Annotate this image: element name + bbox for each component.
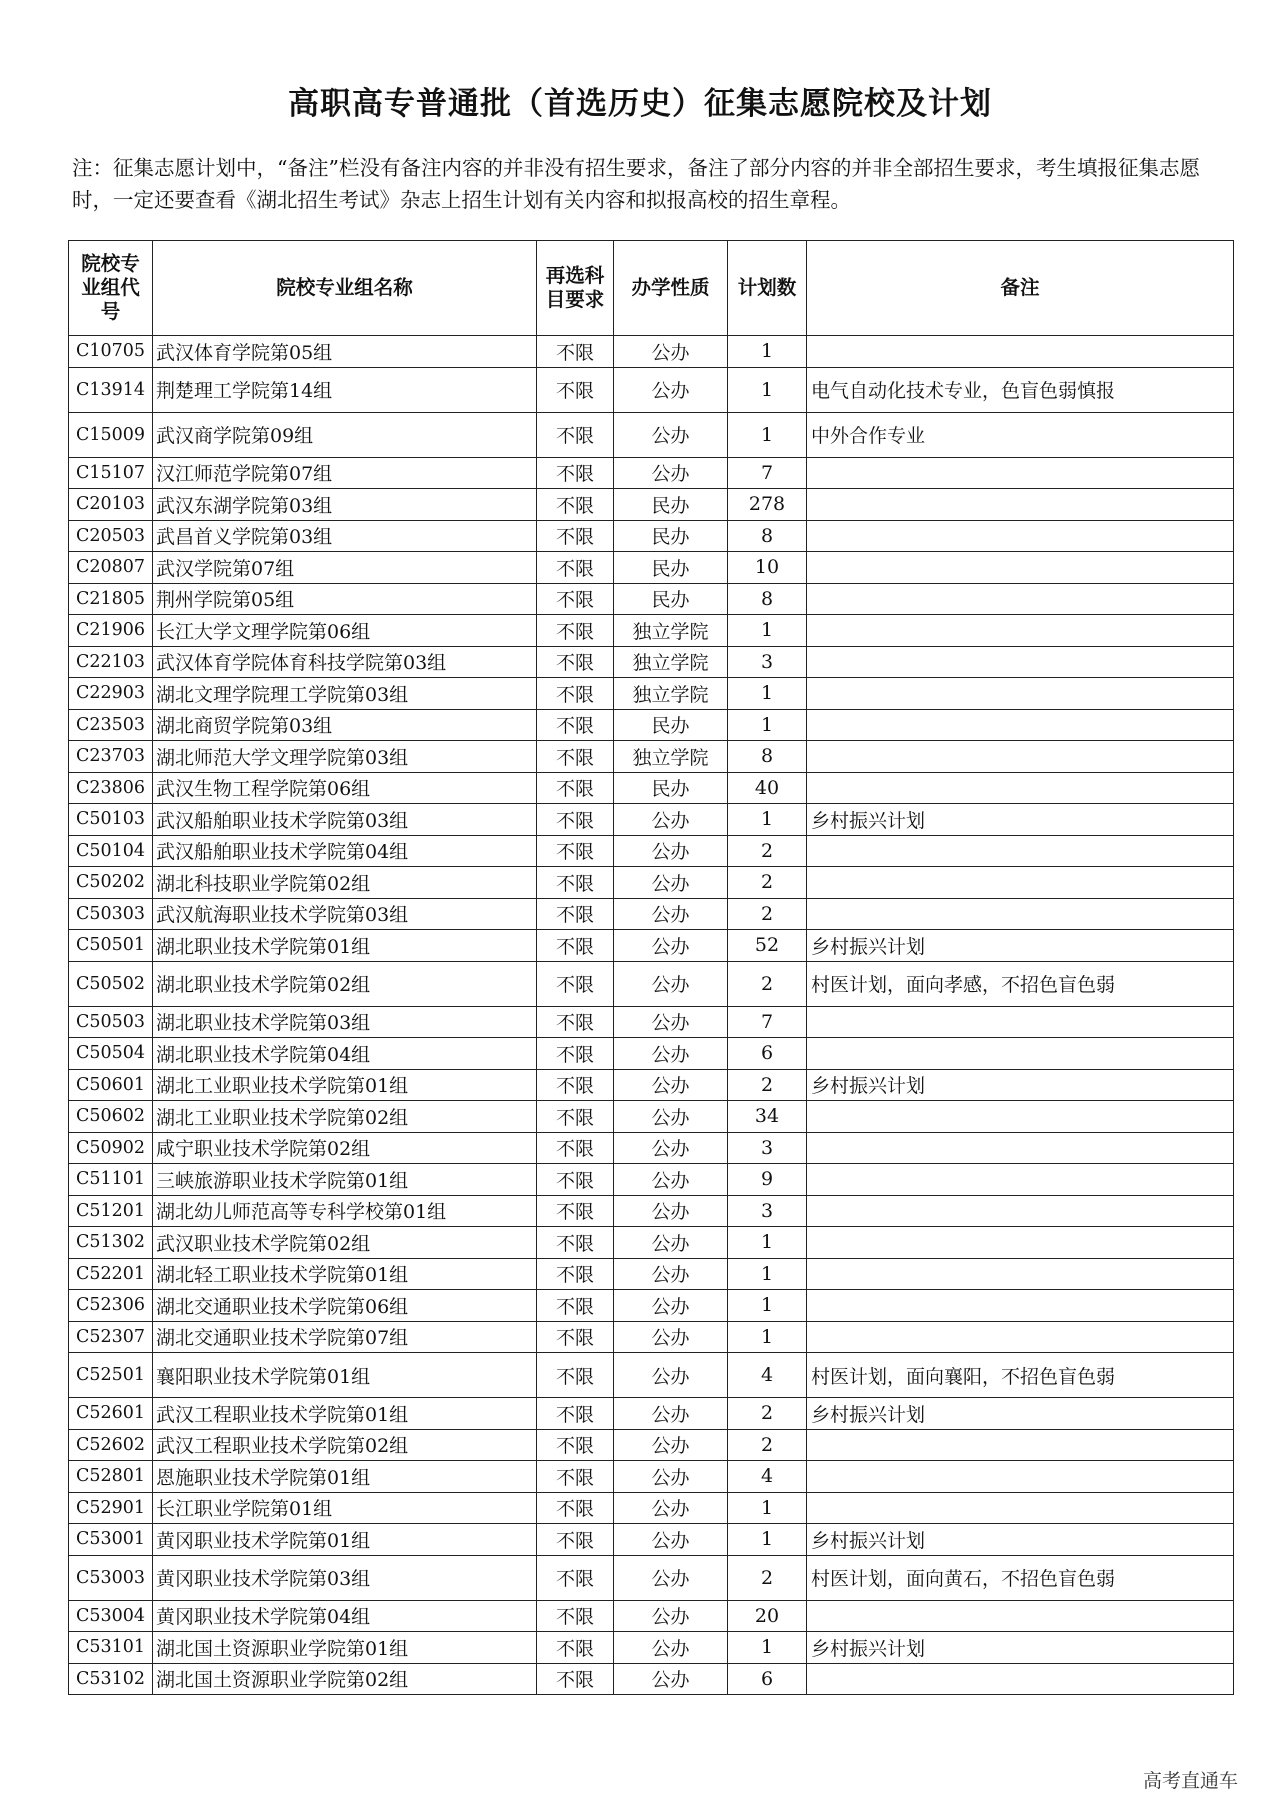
cell-subject-requirement: 不限 xyxy=(537,1164,614,1196)
table-row xyxy=(69,804,1234,836)
cell-remarks xyxy=(807,1663,1234,1695)
cell-remarks xyxy=(807,1600,1234,1632)
cell-plan-count: 3 xyxy=(728,1132,807,1164)
cell-remarks: 村医计划，面向孝感，不招色盲色弱 xyxy=(807,961,1234,1006)
cell-remarks xyxy=(807,1492,1234,1524)
cell-subject-requirement: 不限 xyxy=(537,1353,614,1398)
cell-plan-count: 2 xyxy=(728,1555,807,1600)
cell-code: C50303 xyxy=(69,898,153,930)
cell-code: C52201 xyxy=(69,1258,153,1290)
cell-plan-count: 8 xyxy=(728,520,807,552)
cell-school-type: 公办 xyxy=(614,1258,728,1290)
cell-school-type: 民办 xyxy=(614,709,728,741)
cell-remarks xyxy=(807,1429,1234,1461)
cell-subject-requirement: 不限 xyxy=(537,1555,614,1600)
cell-plan-count: 1 xyxy=(728,678,807,710)
cell-subject-requirement: 不限 xyxy=(537,1132,614,1164)
table-header-row xyxy=(69,241,1234,336)
cell-code: C50501 xyxy=(69,930,153,962)
cell-code: C52602 xyxy=(69,1429,153,1461)
table-row xyxy=(69,835,1234,867)
cell-school-type: 公办 xyxy=(614,898,728,930)
cell-school-type: 公办 xyxy=(614,457,728,489)
table-row xyxy=(69,1353,1234,1398)
cell-code: C23503 xyxy=(69,709,153,741)
cell-subject-requirement: 不限 xyxy=(537,1290,614,1322)
cell-school-type: 公办 xyxy=(614,1321,728,1353)
cell-name: 湖北工业职业技术学院第01组 xyxy=(153,1069,537,1101)
cell-name: 武汉工程职业技术学院第01组 xyxy=(153,1398,537,1430)
cell-remarks xyxy=(807,583,1234,615)
cell-plan-count: 2 xyxy=(728,1429,807,1461)
table-row xyxy=(69,552,1234,584)
cell-subject-requirement: 不限 xyxy=(537,583,614,615)
cell-remarks xyxy=(807,1258,1234,1290)
table-row xyxy=(69,615,1234,647)
cell-subject-requirement: 不限 xyxy=(537,489,614,521)
cell-school-type: 公办 xyxy=(614,804,728,836)
cell-code: C51302 xyxy=(69,1227,153,1259)
cell-remarks: 乡村振兴计划 xyxy=(807,1398,1234,1430)
cell-remarks xyxy=(807,1290,1234,1322)
cell-subject-requirement: 不限 xyxy=(537,1600,614,1632)
cell-plan-count: 8 xyxy=(728,583,807,615)
cell-code: C22103 xyxy=(69,646,153,678)
table-row xyxy=(69,1038,1234,1070)
cell-code: C53003 xyxy=(69,1555,153,1600)
cell-name: 湖北职业技术学院第02组 xyxy=(153,961,537,1006)
cell-name: 湖北国土资源职业学院第02组 xyxy=(153,1663,537,1695)
cell-subject-requirement: 不限 xyxy=(537,1006,614,1038)
cell-school-type: 公办 xyxy=(614,1492,728,1524)
cell-name: 武汉工程职业技术学院第02组 xyxy=(153,1429,537,1461)
table-row xyxy=(69,1290,1234,1322)
cell-remarks xyxy=(807,1227,1234,1259)
cell-code: C50503 xyxy=(69,1006,153,1038)
cell-remarks xyxy=(807,615,1234,647)
cell-name: 汉江师范学院第07组 xyxy=(153,457,537,489)
cell-plan-count: 34 xyxy=(728,1101,807,1133)
cell-code: C52801 xyxy=(69,1461,153,1493)
cell-school-type: 公办 xyxy=(614,1227,728,1259)
header-school-type: 办学性质 xyxy=(614,241,728,336)
watermark: 高考直通车 xyxy=(1142,1770,1238,1792)
cell-subject-requirement: 不限 xyxy=(537,646,614,678)
cell-plan-count: 1 xyxy=(728,1321,807,1353)
cell-plan-count: 6 xyxy=(728,1663,807,1695)
cell-name: 武汉航海职业技术学院第03组 xyxy=(153,898,537,930)
cell-remarks xyxy=(807,489,1234,521)
header-subject-requirement: 再选科目要求 xyxy=(537,241,614,336)
cell-remarks xyxy=(807,741,1234,773)
cell-remarks xyxy=(807,520,1234,552)
cell-plan-count: 3 xyxy=(728,646,807,678)
table-row xyxy=(69,867,1234,899)
cell-plan-count: 1 xyxy=(728,1290,807,1322)
cell-name: 湖北职业技术学院第01组 xyxy=(153,930,537,962)
cell-school-type: 公办 xyxy=(614,1429,728,1461)
cell-name: 武汉体育学院第05组 xyxy=(153,336,537,368)
cell-code: C50103 xyxy=(69,804,153,836)
cell-subject-requirement: 不限 xyxy=(537,412,614,457)
cell-name: 武汉生物工程学院第06组 xyxy=(153,772,537,804)
cell-school-type: 公办 xyxy=(614,1461,728,1493)
cell-school-type: 独立学院 xyxy=(614,646,728,678)
cell-remarks: 村医计划，面向襄阳，不招色盲色弱 xyxy=(807,1353,1234,1398)
cell-name: 武汉体育学院体育科技学院第03组 xyxy=(153,646,537,678)
cell-school-type: 公办 xyxy=(614,1555,728,1600)
cell-name: 武汉商学院第09组 xyxy=(153,412,537,457)
cell-name: 荆州学院第05组 xyxy=(153,583,537,615)
header-code: 院校专业组代号 xyxy=(69,241,153,336)
cell-code: C23703 xyxy=(69,741,153,773)
cell-remarks xyxy=(807,835,1234,867)
cell-school-type: 独立学院 xyxy=(614,615,728,647)
cell-subject-requirement: 不限 xyxy=(537,1429,614,1461)
cell-name: 黄冈职业技术学院第04组 xyxy=(153,1600,537,1632)
cell-code: C21805 xyxy=(69,583,153,615)
cell-remarks: 中外合作专业 xyxy=(807,412,1234,457)
cell-plan-count: 7 xyxy=(728,457,807,489)
cell-name: 湖北科技职业学院第02组 xyxy=(153,867,537,899)
cell-school-type: 公办 xyxy=(614,1600,728,1632)
cell-name: 武汉东湖学院第03组 xyxy=(153,489,537,521)
cell-school-type: 独立学院 xyxy=(614,741,728,773)
cell-subject-requirement: 不限 xyxy=(537,867,614,899)
cell-code: C53102 xyxy=(69,1663,153,1695)
cell-school-type: 公办 xyxy=(614,1632,728,1664)
cell-subject-requirement: 不限 xyxy=(537,930,614,962)
cell-code: C50202 xyxy=(69,867,153,899)
cell-remarks xyxy=(807,1132,1234,1164)
cell-code: C13914 xyxy=(69,367,153,412)
cell-name: 三峡旅游职业技术学院第01组 xyxy=(153,1164,537,1196)
cell-name: 武汉船舶职业技术学院第04组 xyxy=(153,835,537,867)
cell-subject-requirement: 不限 xyxy=(537,615,614,647)
header-remarks: 备注 xyxy=(807,241,1234,336)
cell-name: 湖北交通职业技术学院第07组 xyxy=(153,1321,537,1353)
cell-plan-count: 2 xyxy=(728,898,807,930)
cell-subject-requirement: 不限 xyxy=(537,367,614,412)
cell-remarks xyxy=(807,1461,1234,1493)
cell-name: 咸宁职业技术学院第02组 xyxy=(153,1132,537,1164)
table-row xyxy=(69,367,1234,412)
cell-name: 湖北文理学院理工学院第03组 xyxy=(153,678,537,710)
cell-subject-requirement: 不限 xyxy=(537,1461,614,1493)
cell-code: C50504 xyxy=(69,1038,153,1070)
cell-remarks: 乡村振兴计划 xyxy=(807,1069,1234,1101)
cell-subject-requirement: 不限 xyxy=(537,1227,614,1259)
cell-code: C15009 xyxy=(69,412,153,457)
cell-subject-requirement: 不限 xyxy=(537,678,614,710)
cell-code: C52306 xyxy=(69,1290,153,1322)
cell-remarks xyxy=(807,1195,1234,1227)
cell-name: 湖北工业职业技术学院第02组 xyxy=(153,1101,537,1133)
cell-name: 湖北职业技术学院第04组 xyxy=(153,1038,537,1070)
cell-subject-requirement: 不限 xyxy=(537,835,614,867)
cell-remarks xyxy=(807,772,1234,804)
cell-school-type: 公办 xyxy=(614,961,728,1006)
table-row xyxy=(69,1492,1234,1524)
table-row xyxy=(69,1195,1234,1227)
cell-school-type: 民办 xyxy=(614,489,728,521)
cell-subject-requirement: 不限 xyxy=(537,1195,614,1227)
cell-remarks: 乡村振兴计划 xyxy=(807,1632,1234,1664)
cell-remarks xyxy=(807,678,1234,710)
cell-school-type: 公办 xyxy=(614,1101,728,1133)
table-row xyxy=(69,646,1234,678)
table-row xyxy=(69,678,1234,710)
cell-name: 湖北交通职业技术学院第06组 xyxy=(153,1290,537,1322)
cell-code: C23806 xyxy=(69,772,153,804)
cell-code: C53101 xyxy=(69,1632,153,1664)
cell-code: C22903 xyxy=(69,678,153,710)
cell-school-type: 公办 xyxy=(614,1663,728,1695)
cell-code: C20807 xyxy=(69,552,153,584)
cell-subject-requirement: 不限 xyxy=(537,772,614,804)
table-row xyxy=(69,583,1234,615)
table-row xyxy=(69,898,1234,930)
table-row xyxy=(69,412,1234,457)
table-row xyxy=(69,930,1234,962)
cell-remarks xyxy=(807,1038,1234,1070)
cell-name: 恩施职业技术学院第01组 xyxy=(153,1461,537,1493)
header-name: 院校专业组名称 xyxy=(153,241,537,336)
cell-code: C52901 xyxy=(69,1492,153,1524)
cell-plan-count: 4 xyxy=(728,1461,807,1493)
cell-school-type: 公办 xyxy=(614,835,728,867)
cell-name: 武汉职业技术学院第02组 xyxy=(153,1227,537,1259)
cell-school-type: 公办 xyxy=(614,1006,728,1038)
cell-school-type: 公办 xyxy=(614,1164,728,1196)
table-body xyxy=(69,336,1234,1695)
cell-school-type: 公办 xyxy=(614,1353,728,1398)
table-row xyxy=(69,1461,1234,1493)
cell-code: C52307 xyxy=(69,1321,153,1353)
cell-code: C50902 xyxy=(69,1132,153,1164)
cell-name: 武昌首义学院第03组 xyxy=(153,520,537,552)
table-row xyxy=(69,1227,1234,1259)
cell-subject-requirement: 不限 xyxy=(537,1524,614,1556)
cell-plan-count: 3 xyxy=(728,1195,807,1227)
cell-plan-count: 278 xyxy=(728,489,807,521)
cell-plan-count: 1 xyxy=(728,1227,807,1259)
cell-plan-count: 1 xyxy=(728,1492,807,1524)
instruction-note: 注：征集志愿计划中，“备注”栏没有备注内容的并非没有招生要求，备注了部分内容的并非全部招生要求，考生填报征集志愿时，一定还要查看《湖北招生考试》杂志上招生计划有关内容和拟报高校的招生章程。 xyxy=(72,156,1200,212)
cell-remarks: 电气自动化技术专业，色盲色弱慎报 xyxy=(807,367,1234,412)
cell-subject-requirement: 不限 xyxy=(537,520,614,552)
cell-plan-count: 1 xyxy=(728,615,807,647)
table-row xyxy=(69,489,1234,521)
table-row xyxy=(69,961,1234,1006)
cell-school-type: 民办 xyxy=(614,552,728,584)
cell-code: C51101 xyxy=(69,1164,153,1196)
table-row xyxy=(69,1258,1234,1290)
cell-plan-count: 10 xyxy=(728,552,807,584)
cell-subject-requirement: 不限 xyxy=(537,1663,614,1695)
table-row xyxy=(69,1632,1234,1664)
cell-subject-requirement: 不限 xyxy=(537,336,614,368)
cell-plan-count: 1 xyxy=(728,336,807,368)
cell-plan-count: 8 xyxy=(728,741,807,773)
cell-code: C52501 xyxy=(69,1353,153,1398)
table-row xyxy=(69,1101,1234,1133)
cell-plan-count: 20 xyxy=(728,1600,807,1632)
table-row xyxy=(69,1006,1234,1038)
cell-remarks xyxy=(807,1164,1234,1196)
cell-plan-count: 1 xyxy=(728,1524,807,1556)
cell-name: 湖北职业技术学院第03组 xyxy=(153,1006,537,1038)
cell-subject-requirement: 不限 xyxy=(537,1038,614,1070)
cell-remarks xyxy=(807,867,1234,899)
cell-school-type: 公办 xyxy=(614,367,728,412)
cell-plan-count: 52 xyxy=(728,930,807,962)
header-plan-count: 计划数 xyxy=(728,241,807,336)
table-row xyxy=(69,741,1234,773)
cell-remarks: 乡村振兴计划 xyxy=(807,1524,1234,1556)
cell-remarks xyxy=(807,457,1234,489)
cell-code: C51201 xyxy=(69,1195,153,1227)
cell-subject-requirement: 不限 xyxy=(537,552,614,584)
cell-school-type: 公办 xyxy=(614,336,728,368)
cell-code: C20103 xyxy=(69,489,153,521)
cell-name: 长江大学文理学院第06组 xyxy=(153,615,537,647)
table-row xyxy=(69,520,1234,552)
cell-subject-requirement: 不限 xyxy=(537,741,614,773)
cell-name: 长江职业学院第01组 xyxy=(153,1492,537,1524)
cell-plan-count: 2 xyxy=(728,867,807,899)
cell-school-type: 公办 xyxy=(614,1038,728,1070)
cell-remarks xyxy=(807,1321,1234,1353)
table-row xyxy=(69,1132,1234,1164)
cell-name: 武汉学院第07组 xyxy=(153,552,537,584)
cell-name: 黄冈职业技术学院第03组 xyxy=(153,1555,537,1600)
cell-plan-count: 1 xyxy=(728,412,807,457)
cell-school-type: 公办 xyxy=(614,412,728,457)
cell-name: 湖北轻工职业技术学院第01组 xyxy=(153,1258,537,1290)
cell-subject-requirement: 不限 xyxy=(537,1632,614,1664)
cell-code: C10705 xyxy=(69,336,153,368)
cell-subject-requirement: 不限 xyxy=(537,804,614,836)
cell-code: C53001 xyxy=(69,1524,153,1556)
cell-plan-count: 1 xyxy=(728,367,807,412)
cell-school-type: 公办 xyxy=(614,1195,728,1227)
table-row xyxy=(69,1524,1234,1556)
cell-code: C15107 xyxy=(69,457,153,489)
cell-plan-count: 1 xyxy=(728,1632,807,1664)
table-row xyxy=(69,1069,1234,1101)
table-row xyxy=(69,1555,1234,1600)
cell-code: C50601 xyxy=(69,1069,153,1101)
cell-name: 湖北国土资源职业学院第01组 xyxy=(153,1632,537,1664)
table-row xyxy=(69,336,1234,368)
cell-remarks xyxy=(807,646,1234,678)
cell-name: 黄冈职业技术学院第01组 xyxy=(153,1524,537,1556)
cell-subject-requirement: 不限 xyxy=(537,1101,614,1133)
table-row xyxy=(69,1398,1234,1430)
cell-school-type: 民办 xyxy=(614,520,728,552)
table-row xyxy=(69,772,1234,804)
cell-code: C21906 xyxy=(69,615,153,647)
cell-subject-requirement: 不限 xyxy=(537,457,614,489)
cell-remarks xyxy=(807,1101,1234,1133)
cell-plan-count: 4 xyxy=(728,1353,807,1398)
cell-name: 湖北商贸学院第03组 xyxy=(153,709,537,741)
cell-school-type: 公办 xyxy=(614,867,728,899)
cell-school-type: 独立学院 xyxy=(614,678,728,710)
cell-remarks xyxy=(807,1006,1234,1038)
cell-code: C50602 xyxy=(69,1101,153,1133)
cell-remarks xyxy=(807,552,1234,584)
cell-remarks xyxy=(807,898,1234,930)
cell-school-type: 公办 xyxy=(614,1398,728,1430)
cell-code: C50502 xyxy=(69,961,153,1006)
cell-school-type: 公办 xyxy=(614,1290,728,1322)
cell-name: 湖北幼儿师范高等专科学校第01组 xyxy=(153,1195,537,1227)
cell-plan-count: 2 xyxy=(728,835,807,867)
admissions-table xyxy=(68,240,1234,1695)
cell-subject-requirement: 不限 xyxy=(537,1492,614,1524)
table-row xyxy=(69,457,1234,489)
cell-remarks: 乡村振兴计划 xyxy=(807,930,1234,962)
cell-name: 武汉船舶职业技术学院第03组 xyxy=(153,804,537,836)
cell-school-type: 公办 xyxy=(614,930,728,962)
cell-school-type: 民办 xyxy=(614,772,728,804)
cell-remarks xyxy=(807,336,1234,368)
cell-subject-requirement: 不限 xyxy=(537,1069,614,1101)
page-title: 高职高专普通批（首选历史）征集志愿院校及计划 xyxy=(288,86,992,122)
cell-remarks xyxy=(807,709,1234,741)
cell-plan-count: 6 xyxy=(728,1038,807,1070)
cell-school-type: 公办 xyxy=(614,1069,728,1101)
cell-subject-requirement: 不限 xyxy=(537,709,614,741)
cell-plan-count: 2 xyxy=(728,1069,807,1101)
cell-plan-count: 2 xyxy=(728,961,807,1006)
table-row xyxy=(69,1663,1234,1695)
cell-name: 襄阳职业技术学院第01组 xyxy=(153,1353,537,1398)
cell-subject-requirement: 不限 xyxy=(537,1321,614,1353)
cell-subject-requirement: 不限 xyxy=(537,898,614,930)
cell-plan-count: 2 xyxy=(728,1398,807,1430)
cell-plan-count: 1 xyxy=(728,1258,807,1290)
table-row xyxy=(69,1164,1234,1196)
cell-subject-requirement: 不限 xyxy=(537,961,614,1006)
cell-school-type: 公办 xyxy=(614,1132,728,1164)
cell-code: C20503 xyxy=(69,520,153,552)
table-row xyxy=(69,1429,1234,1461)
cell-remarks: 乡村振兴计划 xyxy=(807,804,1234,836)
cell-plan-count: 1 xyxy=(728,709,807,741)
cell-school-type: 民办 xyxy=(614,583,728,615)
cell-plan-count: 7 xyxy=(728,1006,807,1038)
cell-school-type: 公办 xyxy=(614,1524,728,1556)
cell-code: C52601 xyxy=(69,1398,153,1430)
table-row xyxy=(69,1600,1234,1632)
cell-remarks: 村医计划，面向黄石，不招色盲色弱 xyxy=(807,1555,1234,1600)
cell-subject-requirement: 不限 xyxy=(537,1398,614,1430)
cell-plan-count: 1 xyxy=(728,804,807,836)
cell-subject-requirement: 不限 xyxy=(537,1258,614,1290)
cell-name: 湖北师范大学文理学院第03组 xyxy=(153,741,537,773)
cell-plan-count: 9 xyxy=(728,1164,807,1196)
cell-code: C53004 xyxy=(69,1600,153,1632)
cell-plan-count: 40 xyxy=(728,772,807,804)
cell-name: 荆楚理工学院第14组 xyxy=(153,367,537,412)
table-row xyxy=(69,1321,1234,1353)
cell-code: C50104 xyxy=(69,835,153,867)
table-row xyxy=(69,709,1234,741)
